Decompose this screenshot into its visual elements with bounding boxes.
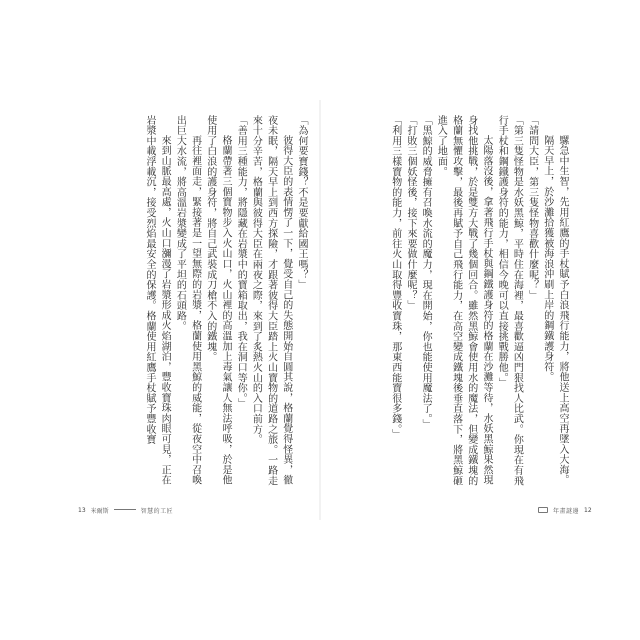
book-gutter — [319, 100, 321, 520]
right-page-body — [338, 115, 570, 495]
paragraph: 「打敗三個妖怪後，接下來要做什麼呢？」 — [404, 115, 416, 311]
right-page-footer — [538, 504, 592, 516]
paragraph: 「第三隻怪物是水妖黑鯨，平時住在海裡，最喜歡逼凶門狠找人比武。你現在有飛行手杖和鋼鐵護身符的能力，相信今晚可以直接挑戰勝他。」 — [496, 115, 523, 486]
running-title: 智慧的工匠 — [140, 507, 174, 515]
right-page — [338, 115, 570, 495]
paragraph: 「請問大臣，第三隻怪物喜歡什麼呢？」 — [526, 115, 538, 301]
page-number: 12 — [584, 506, 592, 514]
paragraph: 彼得大臣的表情愣了一下，覺受自己的失態開始自圓其說，格蘭覺得怪異，徹夜未眠，隔天早上到西方探險，才跟著彼得大臣踏上火山寶物的道路之旅。一路走來十分辛苦，格蘭與彼得大臣在兩夜之際，來到了炙熱火山的入口前方。 — [250, 115, 292, 486]
paragraph: 騾急中生智，先用紅鷹的手杖賦予白浪飛行能力，將他送上高空再墜入大海。 — [557, 135, 568, 486]
paragraph: 來到山脈最高處，火山口瀰漫了岩漿形成火焰湖泊，豐收寶珠肉眼可見，正在岩漿中載浮載沉，接受烈焰最安全的保護。格蘭使用紅鷹手杖賦予豐收寶 — [143, 115, 171, 486]
running-title: 年畫謎邊 — [553, 507, 580, 515]
page-number: 13 — [78, 506, 86, 514]
paragraph: 再往裡面走，緊接著是一望無際的岩漿，格蘭使用黑鯨的威能，從夜空中召喚出巨大水流，將高溫岩漿變成了平坦的石頭路。 — [174, 115, 201, 486]
footer-author: 米爾斯 — [90, 507, 109, 515]
paragraph: 格蘭帶著三個寶物步入火山口，火山裡的高溫加上毒氣讓人無法呼吸，於是他使用了白浪的護身符，將自己武裝成刀槍不入的鐵塊。 — [204, 115, 231, 486]
left-page — [77, 115, 309, 495]
paragraph: 隔天早上，於沙灘拾獲被海浪沖刷上岸的鋼鐵護身符。 — [541, 135, 553, 383]
left-page-body — [77, 115, 309, 495]
running-head-mark-icon — [538, 507, 548, 513]
paragraph: 「善用三種能力，將隱藏在岩漿中的寶箱取出，我在洞口等你。」 — [235, 115, 247, 409]
paragraph: 「利用三樣寶物的能力，前往火山取得豐收寶珠，那東西能寶很多錢。」 — [389, 115, 401, 440]
paragraph: 「為何要寶錢？不是要獻給國王嗎？」 — [296, 115, 307, 291]
paragraph: 「黑鯨的威脅擁有召喚水流的魔力，現在開始，你也能使用魔法了。」 — [420, 115, 432, 430]
paragraph: 太陽落沒後，拿著飛行手杖與鋼鐵護身符的格蘭在沙灘等待，水妖黑鯨果然現身找他挑戰，於是雙方大戰了幾個回合。雖然黑鯨會使用水的魔法，但變成鐵塊的格蘭無懼攻擊，最後再賦予自己飛行能力，在高空變成鐵塊後垂直落下，將黑鯨砸進入了地面。 — [435, 115, 492, 486]
left-page-footer — [78, 504, 173, 516]
footer-dash — [114, 509, 136, 510]
